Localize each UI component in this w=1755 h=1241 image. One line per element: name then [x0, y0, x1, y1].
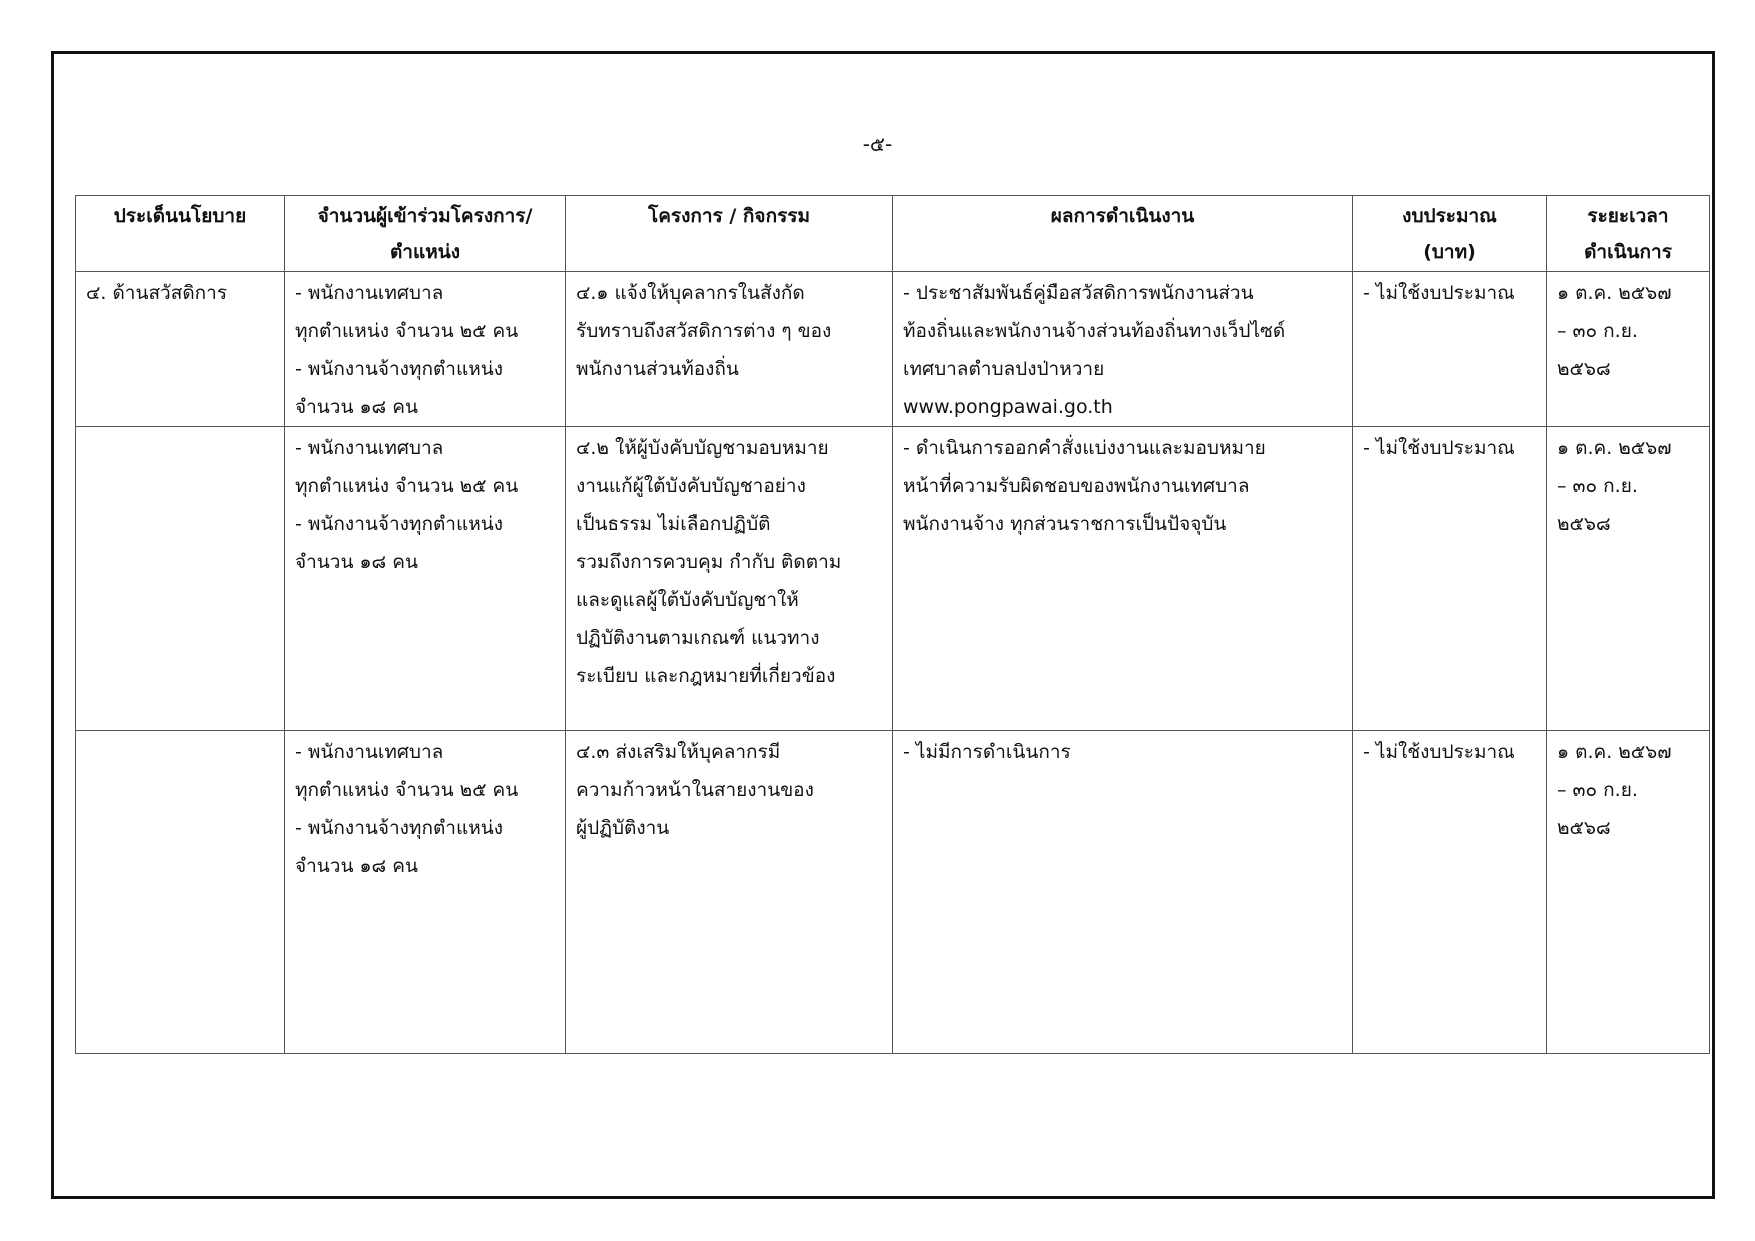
- cell-policy: [76, 272, 285, 427]
- cell-text: ระเบียบ และกฎหมายที่เกี่ยวข้อง: [576, 665, 836, 687]
- cell-text: ๑ ต.ค. ๒๕๖๗: [1557, 741, 1672, 763]
- cell-period: [1547, 731, 1710, 1054]
- cell-project: [566, 272, 893, 427]
- table-row: [76, 272, 1710, 427]
- cell-text: – ๓๐ ก.ย.: [1557, 475, 1638, 497]
- cell-text: ผู้ปฏิบัติงาน: [576, 817, 670, 839]
- cell-policy: [76, 731, 285, 1054]
- cell-text: - ไม่มีการดำเนินการ: [903, 741, 1071, 763]
- cell-text: ทุกตำแหน่ง จำนวน ๒๕ คน: [295, 779, 519, 801]
- cell-text: ๔.๑ แจ้งให้บุคลากรในสังกัด: [576, 282, 805, 304]
- header-policy: [76, 196, 285, 272]
- cell-text: ๔.๓ ส่งเสริมให้บุคลากรมี: [576, 741, 781, 763]
- cell-project: [566, 731, 893, 1054]
- policy-table: [75, 195, 1710, 1054]
- cell-text: จำนวน ๑๘ คน: [295, 551, 418, 573]
- cell-budget: [1353, 272, 1547, 427]
- header-period: [1547, 196, 1710, 272]
- header-text: ประเด็นนโยบาย: [113, 205, 247, 227]
- cell-text: - พนักงานจ้างทุกตำแหน่ง: [295, 513, 503, 535]
- cell-result: [893, 427, 1353, 731]
- header-result: [893, 196, 1353, 272]
- header-text: ตำแหน่ง: [389, 241, 461, 263]
- cell-project: [566, 427, 893, 731]
- cell-result: [893, 272, 1353, 427]
- cell-text: เทศบาลตำบลปงป่าหวาย: [903, 358, 1105, 380]
- cell-text: เป็นธรรม ไม่เลือกปฏิบัติ: [576, 513, 771, 535]
- cell-text: ความก้าวหน้าในสายงานของ: [576, 779, 814, 801]
- cell-text: ทุกตำแหน่ง จำนวน ๒๕ คน: [295, 475, 519, 497]
- cell-text: - พนักงานเทศบาล: [295, 282, 444, 304]
- cell-text: www.pongpawai.go.th: [903, 396, 1113, 418]
- cell-policy: [76, 427, 285, 731]
- cell-text: - พนักงานจ้างทุกตำแหน่ง: [295, 817, 503, 839]
- cell-participants: [285, 427, 566, 731]
- cell-text: – ๓๐ ก.ย.: [1557, 779, 1638, 801]
- cell-text: พนักงานส่วนท้องถิ่น: [576, 358, 739, 380]
- cell-text: ท้องถิ่นและพนักงานจ้างส่วนท้องถิ่นทางเว็ปไซด์: [903, 320, 1286, 342]
- cell-text: - พนักงานเทศบาล: [295, 437, 444, 459]
- cell-budget: [1353, 731, 1547, 1054]
- cell-text: และดูแลผู้ใต้บังคับบัญชาให้: [576, 589, 799, 611]
- cell-text: พนักงานจ้าง ทุกส่วนราชการเป็นปัจจุบัน: [903, 513, 1227, 535]
- cell-text: – ๓๐ ก.ย.: [1557, 320, 1638, 342]
- table-header-row: [76, 196, 1710, 272]
- cell-text: - ดำเนินการออกคำสั่งแบ่งงานและมอบหมาย: [903, 437, 1266, 459]
- cell-result: [893, 731, 1353, 1054]
- cell-text: จำนวน ๑๘ คน: [295, 396, 418, 418]
- cell-text: รวมถึงการควบคุม กำกับ ติดตาม: [576, 551, 842, 573]
- cell-participants: [285, 731, 566, 1054]
- header-text: โครงการ / กิจกรรม: [647, 205, 811, 227]
- cell-text: - ไม่ใช้งบประมาณ: [1363, 282, 1515, 304]
- cell-text: รับทราบถึงสวัสดิการต่าง ๆ ของ: [576, 320, 832, 342]
- header-participants: [285, 196, 566, 272]
- header-text: ผลการดำเนินงาน: [1050, 205, 1195, 227]
- header-text: ดำเนินการ: [1584, 241, 1672, 263]
- cell-period: [1547, 272, 1710, 427]
- cell-text: - ประชาสัมพันธ์คู่มือสวัสดิการพนักงานส่วน: [903, 282, 1254, 304]
- header-project: [566, 196, 893, 272]
- header-text: งบประมาณ: [1402, 205, 1497, 227]
- cell-text: งานแก้ผู้ใต้บังคับบัญชาอย่าง: [576, 475, 806, 497]
- cell-text: ปฏิบัติงานตามเกณฑ์ แนวทาง: [576, 627, 820, 649]
- cell-text: - พนักงานจ้างทุกตำแหน่ง: [295, 358, 503, 380]
- table-row: [76, 731, 1710, 1054]
- cell-text: จำนวน ๑๘ คน: [295, 855, 418, 877]
- header-budget: [1353, 196, 1547, 272]
- cell-text: ๒๕๖๘: [1557, 513, 1611, 535]
- header-text: ระยะเวลา: [1587, 205, 1669, 227]
- cell-text: ๑ ต.ค. ๒๕๖๗: [1557, 437, 1672, 459]
- cell-text: หน้าที่ความรับผิดชอบของพนักงานเทศบาล: [903, 475, 1250, 497]
- cell-period: [1547, 427, 1710, 731]
- cell-text: ทุกตำแหน่ง จำนวน ๒๕ คน: [295, 320, 519, 342]
- header-text: จำนวนผู้เข้าร่วมโครงการ/: [317, 205, 533, 227]
- cell-text: ๑ ต.ค. ๒๕๖๗: [1557, 282, 1672, 304]
- page-number: -๕-: [862, 132, 893, 156]
- cell-budget: [1353, 427, 1547, 731]
- cell-text: - ไม่ใช้งบประมาณ: [1363, 741, 1515, 763]
- table-row: [76, 427, 1710, 731]
- cell-text: ๒๕๖๘: [1557, 817, 1611, 839]
- cell-text: ๒๕๖๘: [1557, 358, 1611, 380]
- cell-text: - พนักงานเทศบาล: [295, 741, 444, 763]
- cell-text: ๔.๒ ให้ผู้บังคับบัญชามอบหมาย: [576, 437, 829, 459]
- cell-participants: [285, 272, 566, 427]
- cell-text: - ไม่ใช้งบประมาณ: [1363, 437, 1515, 459]
- header-text: (บาท): [1423, 241, 1476, 263]
- cell-text: ๔. ด้านสวัสดิการ: [86, 282, 228, 304]
